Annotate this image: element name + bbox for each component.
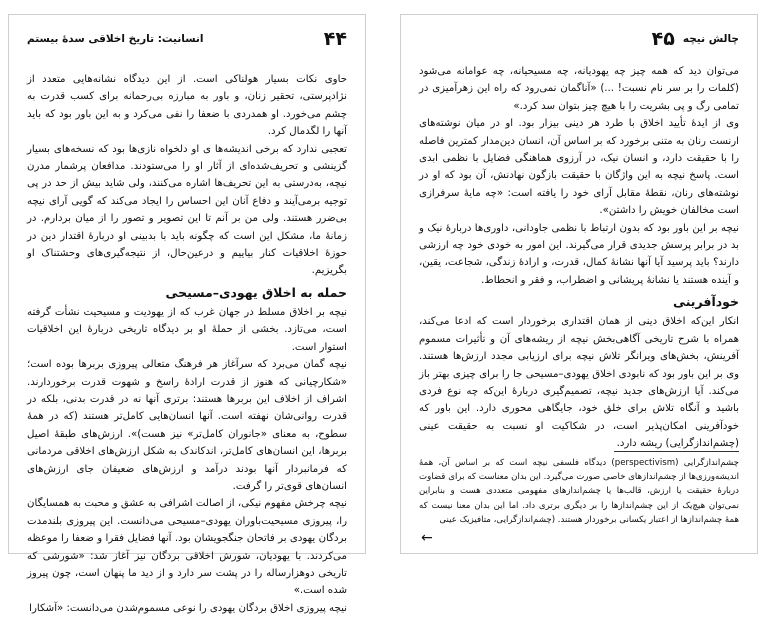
section-heading: حمله به اخلاق یهودی–مسیحی <box>165 284 347 300</box>
paragraph: نیچه چرخش مفهوم نیکی، از اصالت اشرافی به عشق و محبت به همسایگان را، پیروزی مسیحیت‌باوران یهودی–مسیحی می‌دانست. این پیروزی بلندمدت بردگان یهودی بر فاتحان جنگجویشان بود. آنها فضایل فقرا و ضعفا را موعظه می‌کردند. با یهودیان، شورش اخلاقی بردگان نیز آغاز شد: «شورشی که تاریخی دوهزارساله را در پشت سر دارد و از دید ما پنهان است، چون پیروز شده است.» <box>27 498 347 597</box>
paragraph: نیچه گمان می‌برد که سرآغاز هر فرهنگ متعالی پیروزی بربرها بوده است؛ «شکارچیانی که هنوز از قدرت ارادهٔ راسخ و شهوت قدرت برخوردارند. اشراف از اخلاف این بربرها هستند: برتری آنها نه در قدرت بدنی، بلکه در قدرت روانی‌شان نهفته است. آنها انسان‌هایی کامل‌تر هستند (که در همهٔ سطوح، به معنای «جانوران کامل‌تر» نیز هست)». ارزش‌های طبقهٔ اصیل بربرها، این انسان‌های کامل‌تر، اندکاندک به شکل ارزش‌های اخلاقی مردمانی که فرمانبردار آنها بودند درآمد و ارزش‌های ضعیفان جای ارزش‌های انسان‌های قوی‌تر را گرفت. <box>27 359 347 492</box>
page-body <box>419 63 739 453</box>
running-title: چالش نیچه <box>682 33 739 45</box>
arrow-left-icon: ← <box>421 530 433 546</box>
footnote-rule <box>614 451 739 452</box>
paragraph: نیچه بر این باور بود که بدون ارتباط با نظمی جاودانی، داوری‌ها دربارهٔ نیک و بد در برابر پرسش جدیدی قرار می‌گیرند. این امور به خودی خود چه ارزشی دارند؟ باید پرسید آیا آنها نشانهٔ کمال، قدرت، و ارادهٔ زندگی، شجاعت، یقین، و آینده هستند یا نشانهٔ پریشانی و اضطراب، و فقر و انحطاط. <box>419 222 739 286</box>
paragraph: می‌توان دید که همه چیز چه یهودیانه، چه مسیحیانه، چه عوامانه می‌شود (کلمات را بر سر نام نسبت! ...) «آناگمان نمی‌رود که راه این زهرآمیزی در تمامی رگ و پی بشریت را با هیچ چیز بتوان سد کرد.» <box>419 66 739 112</box>
right-page <box>400 14 758 554</box>
left-page <box>8 14 366 614</box>
running-title: انسانیت: تاریخ اخلاقی سدهٔ بیستم <box>27 33 204 45</box>
page-body <box>27 71 347 617</box>
page-header <box>27 29 347 49</box>
footnote: چشم‌اندازگرایی (perspectivism) دیدگاه فلسفی نیچه است که بر اساس آن، همهٔ اندیشه‌ورزی‌ها از چشم‌اندازهای خاصی صورت می‌گیرد. این بدان معناست که برای قضاوت دربارهٔ حقیقت یا ارزش، قالب‌ها یا چشم‌اندازهای مفهومی متعددی هست و بنابراین نمی‌توان هیچ‌یک از این چشم‌اندازها را بر دیگری برتری داد. اما این بدان معنا نیست که همهٔ چشم‌اندازها از اعتبار یکسانی برخوردار هستند. (چشم‌اندازگرایی، متافیزیک عینی <box>419 458 739 525</box>
paragraph: نیچه بر اخلاق مسلط در جهان غرب که از یهودیت و مسیحیت نشأت گرفته است، می‌تازد. بخشی از حملهٔ او بر دیدگاه تاریخی دربارهٔ این اخلاقیات استوار است. <box>27 306 347 353</box>
paragraph: انکار این‌که اخلاق دینی از همان اقتداری برخوردار است که ادعا می‌کند، همراه با شرح تاریخی آگاهی‌بخش نیچه از ریشه‌های آن و تأثیرات مسموم آفرینش، بخش‌های ویرانگر تلاش نیچه برای ارزیابی مجدد ارزش‌ها هستند. وی بر این باور بود که نابودی اخلاق یهودی–مسیحی جا را برای چیزی بهتر باز می‌کند. آیا ارزش‌های جدید نیچه، تصمیم‌گیری دربارهٔ این‌که چه نوع فردی باشید و آنگاه تلاش برای خلق خود، جایگاهی محوری دارد. این باور که خودآفرینی امکان‌پذیر است، در شکاکیت او نسبت به حقیقت عینی (چشم‌اندازگرایی) ریشه دارد. <box>419 316 739 450</box>
paragraph: وی از ایدهٔ تأیید اخلاق با طرد هر دینی بیزار بود. او در میان نوشته‌های ارنست رنان به متنی برخورد که بر اساس آن، انسان دین‌مدار کمترین فاصله را با حقیقت دارد، و انسان نیک، در آرزوی هماهنگی فضایل با نظمی ابدی است. پاسخ نیچه به این واژگان با حقیقت بازگون نهادنش، آن بود که او در نوشته‌های رنان، نقطهٔ مقابل آرای خود را یافته است: «چه مایهٔ سرفرازی است مخالفان خویش را داشتن». <box>419 118 739 217</box>
page-number: ۴۴ <box>323 28 347 50</box>
page-header <box>419 29 739 49</box>
paragraph: حاوی نکات بسیار هولناکی است. از این دیدگاه نشانه‌هایی متعدد از نژادپرستی، تحقیر زنان، و باور به مبارزه بی‌رحمانه برای کسب قدرت به چشم می‌خورد. او همدردی با ضعفا را نفی می‌کرد و به این باور بود که باید آنها را لگدمال کرد. <box>27 74 347 138</box>
page-number: ۴۵ <box>651 28 675 50</box>
paragraph: نیچه پیروزی اخلاق بردگان یهودی را نوعی مسموم‌شدن می‌دانست: «آشکارا <box>29 602 347 614</box>
section-heading: خودآفرینی <box>673 294 739 310</box>
paragraph: تعجبی ندارد که برخی اندیشه‌ها ی او دلخواه نازی‌ها بود که نسخه‌های بسیار گزینشی و تحریف‌شده‌ای از آثار او را می‌ستودند. مدافعان پرشمار مدرن نیچه، به‌درستی به این تحریف‌ها اشاره می‌کنند، ولی شاید بیش از حد در پی توجیه برمی‌آیند و دفاع آنان این احساس را ایجاد می‌کند که گویی آرای نیچه بی‌ضرر هستند. ولی من بر آنم تا این تصویر و تصور را از میان بردارم. در زمانهٔ ما، مشکل این است که چگونه باید با بدبینی او دربارهٔ اقتدار دین در حوزهٔ اخلاقیات کنار بیاییم و درعین‌حال، از نتیجه‌گیری‌های وحشتناک او بگریزیم. <box>27 143 347 277</box>
